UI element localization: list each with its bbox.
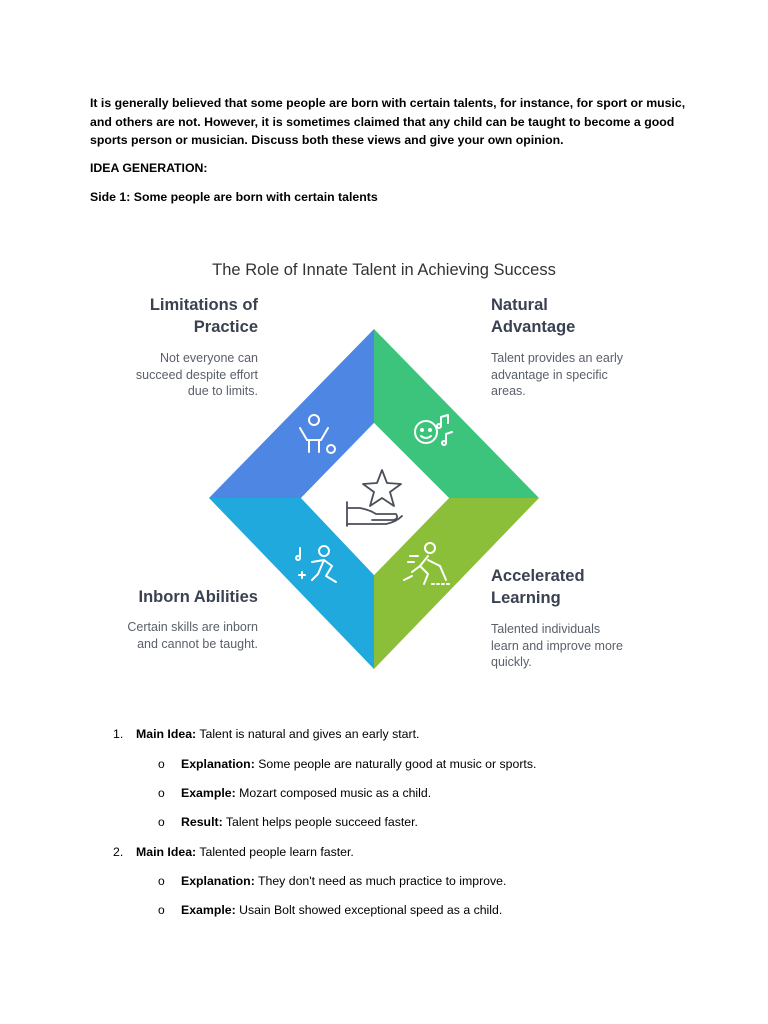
title-line: Natural bbox=[491, 296, 548, 314]
desc-line: Talent provides an early bbox=[491, 351, 624, 365]
prompt-line: and others are not. However, it is sometimes claimed that any child can be taught to become a good bbox=[90, 114, 675, 129]
title-line: Practice bbox=[193, 318, 258, 336]
infographic-title: The Role of Innate Talent in Achieving Success bbox=[212, 261, 556, 279]
desc-line: areas. bbox=[491, 384, 526, 398]
bullet: o bbox=[158, 903, 165, 917]
desc-line: Not everyone can bbox=[160, 351, 258, 365]
quadrant-title-inborn-abilities: Inborn Abilities bbox=[138, 588, 258, 606]
sub-text: Usain Bolt showed exceptional speed as a child. bbox=[235, 903, 503, 917]
quadrant-title-natural-advantage bbox=[491, 294, 651, 338]
desc-line: Talented individuals bbox=[491, 622, 601, 636]
sub-label: Example: bbox=[181, 786, 236, 800]
title-line: Limitations of bbox=[149, 296, 258, 314]
desc-line: learn and improve more bbox=[491, 638, 624, 653]
sub-point bbox=[181, 786, 431, 800]
sub-point bbox=[181, 815, 418, 829]
prompt-line: It is generally believed that some people are born with certain talents, for instance, for sport or music, bbox=[90, 96, 686, 110]
main-idea-label: Main Idea: bbox=[136, 845, 197, 859]
desc-line: advantage in specific bbox=[491, 367, 608, 382]
title-line: Learning bbox=[491, 589, 561, 607]
quadrant-title-accelerated-learning bbox=[491, 565, 651, 609]
sub-point bbox=[181, 757, 536, 771]
sub-text: Mozart composed music as a child. bbox=[235, 786, 432, 800]
quadrant-desc-limitations bbox=[100, 350, 258, 400]
title-line: Advantage bbox=[491, 318, 576, 336]
main-idea-text: Talent is natural and gives an early start. bbox=[196, 727, 420, 741]
list-number: 2. bbox=[113, 845, 124, 859]
sub-label: Explanation: bbox=[181, 757, 255, 771]
desc-line: and cannot be taught. bbox=[137, 636, 258, 651]
main-idea-label: Main Idea: bbox=[136, 727, 197, 741]
desc-line: due to limits. bbox=[187, 384, 258, 398]
quadrant-title-limitations bbox=[120, 294, 258, 338]
quadrant-desc-inborn-abilities bbox=[90, 619, 258, 652]
sub-point bbox=[181, 903, 502, 917]
main-idea-text: Talented people learn faster. bbox=[196, 845, 354, 859]
quadrant-desc-natural-advantage bbox=[491, 350, 671, 400]
sub-label: Example: bbox=[181, 903, 236, 917]
side-one-heading: Side 1: Some people are born with certain talents bbox=[90, 190, 378, 204]
title-line: Accelerated bbox=[491, 567, 585, 585]
list-number: 1. bbox=[113, 727, 124, 741]
prompt-line: sports person or musician. Discuss both these views and give your own opinion. bbox=[90, 133, 564, 147]
sub-point bbox=[181, 874, 506, 888]
sub-text: Some people are naturally good at music or sports. bbox=[254, 757, 537, 771]
bullet: o bbox=[158, 757, 165, 771]
sub-text: Talent helps people succeed faster. bbox=[222, 815, 418, 829]
main-idea bbox=[136, 845, 354, 859]
desc-line: succeed despite effort bbox=[135, 367, 258, 382]
idea-generation-heading: IDEA GENERATION: bbox=[90, 161, 208, 175]
desc-line: Certain skills are inborn bbox=[127, 620, 258, 634]
bullet: o bbox=[158, 786, 165, 800]
sub-text: They don't need as much practice to improve. bbox=[254, 874, 507, 888]
main-idea bbox=[136, 727, 419, 741]
desc-line: quickly. bbox=[491, 655, 532, 669]
sub-label: Explanation: bbox=[181, 874, 255, 888]
sub-label: Result: bbox=[181, 815, 223, 829]
bullet: o bbox=[158, 874, 165, 888]
bullet: o bbox=[158, 815, 165, 829]
quadrant-desc-accelerated-learning bbox=[491, 621, 671, 671]
